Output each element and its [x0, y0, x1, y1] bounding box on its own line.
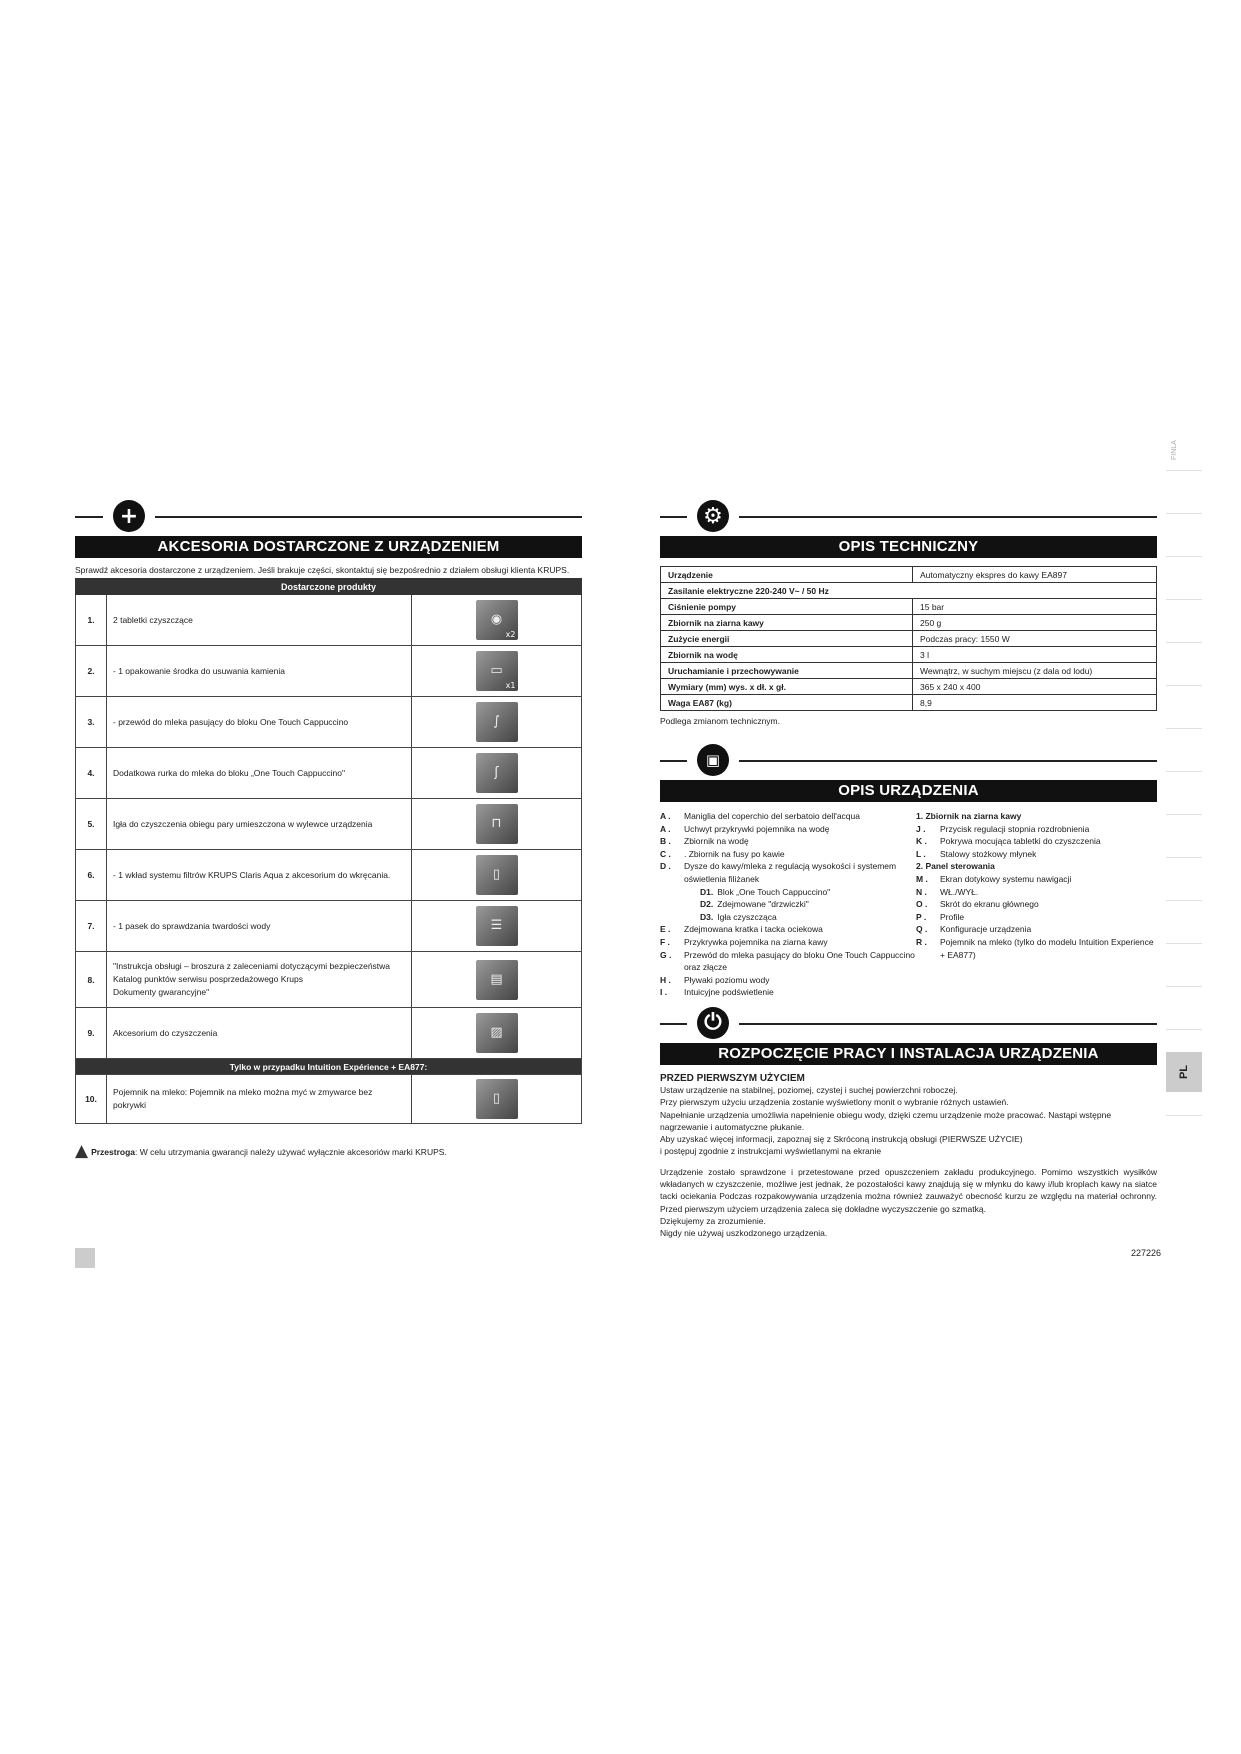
row-desc: Igła do czyszczenia obiegu pary umieszczona w wylewce urządzenia — [107, 799, 412, 850]
row-desc: Dodatkowa rurka do mleka do bloku „One Touch Cappuccino" — [107, 748, 412, 799]
row-num: 9. — [76, 1008, 107, 1059]
spec-row — [661, 631, 1157, 647]
spec-key: Urządzenie — [661, 567, 913, 583]
start-paragraph: Napełnianie urządzenia umożliwia napełnienie obiegu wody, dzięki czemu urządzenie może pracować. Nastąpi wstępne nagrzewanie i automatyczne płukanie. — [660, 1109, 1112, 1132]
row-desc: "Instrukcja obsługi – broszura z zaleceniami dotyczącymi bezpieczeństwa Katalog punktów serwisu posprzedażowego Krups Dokumenty gwarancyjne" — [107, 952, 412, 1008]
table-subheader: Tylko w przypadku Intuition Expérience + EA877: — [76, 1059, 582, 1075]
spec-row — [661, 615, 1157, 631]
gear-icon: ⚙ — [697, 500, 729, 532]
spec-value: 365 x 240 x 400 — [913, 679, 1157, 695]
desc-title: OPIS URZĄDZENIA — [660, 780, 1157, 802]
row-num: 6. — [76, 850, 107, 901]
machine-icon: ▣ — [697, 744, 729, 776]
part-item: Q . Konfiguracje urządzenia — [916, 924, 1032, 935]
spec-value: 8,9 — [913, 695, 1157, 711]
part-item: E . Zdejmowana kratka i tacka ociekowa — [660, 924, 823, 935]
part-item: F . Przykrywka pojemnika na ziarna kawy — [660, 936, 828, 947]
table-row — [76, 1075, 582, 1124]
right-column — [660, 500, 1157, 1239]
part-item: G . Przewód do mleka pasujący do bloku One Touch Cappuccino oraz złącze — [660, 949, 915, 973]
part-subitem: D2. Zdejmowane "drzwiczki" — [700, 899, 809, 910]
descaler-pack-icon: ▭ x1 — [476, 651, 518, 691]
warning-label: Przestroga — [91, 1146, 136, 1157]
part-item: B . Zbiornik na wodę — [660, 836, 749, 847]
parts-column-1 — [660, 810, 916, 999]
accessories-header-rule — [75, 500, 582, 534]
table-row — [76, 646, 582, 697]
spec-key: Uruchamianie i przechowywanie — [661, 663, 913, 679]
water-filter-icon: ▯ — [476, 855, 518, 895]
warning-icon: ▲ — [75, 1141, 89, 1161]
accessories-title: AKCESORIA DOSTARCZONE Z URZĄDZENIEM — [75, 536, 582, 558]
parts-column-2 — [916, 810, 1157, 999]
desc-header-rule — [660, 744, 1157, 778]
start-subtitle: PRZED PIERWSZYM UŻYCIEM — [660, 1072, 805, 1084]
table-row — [76, 799, 582, 850]
table-row — [76, 697, 582, 748]
milk-tube-icon: ʃ — [476, 753, 518, 793]
cleaning-needle-icon: ⊓ — [476, 804, 518, 844]
accessories-table — [75, 578, 582, 1124]
row-num: 1. — [76, 595, 107, 646]
spec-value: Wewnątrz, w suchym miejscu (z dala od lodu) — [913, 663, 1157, 679]
spec-key: Zasilanie elektryczne 220-240 V~ / 50 Hz — [661, 583, 1157, 599]
test-strip-icon: ☰ — [476, 906, 518, 946]
part-item: C . . Zbiornik na fusy po kawie — [660, 848, 785, 859]
plus-icon: + — [113, 500, 145, 532]
row-num: 3. — [76, 697, 107, 748]
row-desc: 2 tabletki czyszczące — [107, 595, 412, 646]
part-item: L . Stalowy stożkowy młynek — [916, 848, 1037, 859]
row-num: 7. — [76, 901, 107, 952]
spec-row — [661, 663, 1157, 679]
start-paragraph: Nigdy nie używaj uszkodzonego urządzenia. — [660, 1228, 828, 1239]
part-item: D . Dysze do kawy/mleka z regulacją wysokości i systemem oświetlenia filiżanek — [660, 861, 897, 884]
spec-key: Zbiornik na wodę — [661, 647, 913, 663]
spec-key: Wymiary (mm) wys. x dł. x gł. — [661, 679, 913, 695]
manual-book-icon: ▤ — [476, 960, 518, 1000]
part-subitem: D1. Blok „One Touch Cappuccino" — [700, 886, 831, 897]
spec-value: 3 l — [913, 647, 1157, 663]
start-paragraph: Ustaw urządzenie na stabilnej, poziomej, czystej i suchej powierzchni roboczej. — [660, 1084, 958, 1095]
row-desc: Akcesorium do czyszczenia — [107, 1008, 412, 1059]
row-desc: - 1 pasek do sprawdzania twardości wody — [107, 901, 412, 952]
table-row — [76, 748, 582, 799]
spec-value: 15 bar — [913, 599, 1157, 615]
spec-row — [661, 599, 1157, 615]
cleaning-cloth-icon: ▨ — [476, 1013, 518, 1053]
row-desc: - 1 opakowanie środka do usuwania kamienia — [107, 646, 412, 697]
start-paragraph: i postępuj zgodnie z instrukcjami wyświetlanymi na ekranie — [660, 1146, 882, 1157]
part-item: O . Skrót do ekranu głównego — [916, 899, 1039, 910]
parts-group-heading: 2. Panel sterowania — [916, 861, 995, 872]
table-header: Dostarczone produkty — [76, 579, 582, 595]
row-desc: Pojemnik na mleko: Pojemnik na mleko można myć w zmywarce bez pokrywki — [107, 1075, 412, 1124]
warning-text: : W celu utrzymania gwarancji należy używać wyłącznie akcesoriów marki KRUPS. — [135, 1146, 447, 1157]
spec-key: Waga EA87 (kg) — [661, 695, 913, 711]
part-item: A . Uchwyt przykrywki pojemnika na wodę — [660, 823, 830, 834]
table-row — [76, 1008, 582, 1059]
spec-value: 250 g — [913, 615, 1157, 631]
spec-row — [661, 567, 1157, 583]
language-tab-pl[interactable]: PL — [1166, 1052, 1202, 1092]
spec-row — [661, 583, 1157, 599]
page-number: 227226 — [1131, 1248, 1162, 1258]
spec-key: Zbiornik na ziarna kawy — [661, 615, 913, 631]
spec-row — [661, 647, 1157, 663]
start-header-rule — [660, 1007, 1157, 1041]
part-item: A . Maniglia del coperchio del serbatoio dell'acqua — [660, 811, 860, 821]
page-marker — [75, 1248, 95, 1268]
side-label: FINLA — [1171, 440, 1178, 460]
part-item: R . Pojemnik na mleko (tylko do modelu Intuition Experience + EA877) — [916, 936, 1154, 960]
part-item: P . Profile — [916, 911, 965, 922]
start-paragraph: Dziękujemy za zrozumienie. — [660, 1215, 766, 1226]
row-num: 5. — [76, 799, 107, 850]
table-row — [76, 595, 582, 646]
row-num: 10. — [76, 1075, 107, 1124]
start-paragraph: Przy pierwszym użyciu urządzenia zostanie wyświetlony monit o wybranie różnych ustawień. — [660, 1097, 1009, 1108]
part-item: I . Intuicyjne podświetlenie — [660, 987, 774, 998]
part-item: M . Ekran dotykowy systemu nawigacji — [916, 873, 1072, 884]
power-icon: ⏻ — [697, 1007, 729, 1039]
table-row — [76, 952, 582, 1008]
part-item: H . Pływaki poziomu wody — [660, 974, 770, 985]
row-desc: - 1 wkład systemu filtrów KRUPS Claris Aqua z akcesorium do wkręcania. — [107, 850, 412, 901]
cleaning-tablets-icon: ◉ x2 — [476, 600, 518, 640]
milk-container-icon: ▯ — [476, 1079, 518, 1119]
warning-note — [75, 1141, 582, 1161]
part-item: N . WŁ./WYŁ. — [916, 886, 979, 897]
row-num: 4. — [76, 748, 107, 799]
table-row — [76, 850, 582, 901]
spec-value: Automatyczny ekspres do kawy EA897 — [913, 567, 1157, 583]
parts-list — [660, 810, 1157, 999]
milk-hose-icon: ∫ — [476, 702, 518, 742]
spec-row — [661, 695, 1157, 711]
spec-note: Podlega zmianom technicznym. — [660, 716, 781, 726]
spec-table — [660, 566, 1157, 711]
row-num: 8. — [76, 952, 107, 1008]
row-desc: - przewód do mleka pasujący do bloku One Touch Cappuccino — [107, 697, 412, 748]
spec-key: Ciśnienie pompy — [661, 599, 913, 615]
accessories-intro: Sprawdź akcesoria dostarczone z urządzeniem. Jeśli brakuje części, skontaktuj się bezpośrednio z działem obsługi klienta KRUPS. — [75, 565, 570, 575]
spec-value: Podczas pracy: 1550 W — [913, 631, 1157, 647]
accessories-section — [75, 500, 582, 1159]
start-paragraph: Aby uzyskać więcej informacji, zapoznaj się z Skróconą instrukcją obsługi (PIERWSZE UŻYCIE) — [660, 1134, 1023, 1145]
start-paragraph: Urządzenie zostało sprawdzone i przetestowane przed opuszczeniem zakładu produkcyjnego. Pomimo wszystkich wysiłków wkładanych w czyszczenie, możliwe jest jednak, że pozostałości kawy znajdują się w młynku do kawy i/lub kroplach kawy na siatce tacki ociekania Podczas rozpakowywania urządzenia można również zauważyć obecność kurzu ze względu na materiał ochronny. Przed pierwszym użyciem urządzenia zaleca się dokładne wyczyszczenie go szmatką. — [660, 1166, 1157, 1214]
start-title: ROZPOCZĘCIE PRACY I INSTALACJA URZĄDZENIA — [660, 1043, 1157, 1065]
parts-group-heading: 1. Zbiornik na ziarna kawy — [916, 811, 1022, 821]
row-num: 2. — [76, 646, 107, 697]
spec-row — [661, 679, 1157, 695]
tech-header-rule — [660, 500, 1157, 534]
spec-key: Zużycie energii — [661, 631, 913, 647]
tech-title: OPIS TECHNICZNY — [660, 536, 1157, 558]
part-item: J . Przycisk regulacji stopnia rozdrobnienia — [916, 823, 1090, 834]
part-item: K . Pokrywa mocująca tabletki do czyszczenia — [916, 836, 1101, 847]
part-subitem: D3. Igła czyszcząca — [700, 911, 777, 922]
start-section — [660, 1073, 1157, 1240]
table-row — [76, 901, 582, 952]
